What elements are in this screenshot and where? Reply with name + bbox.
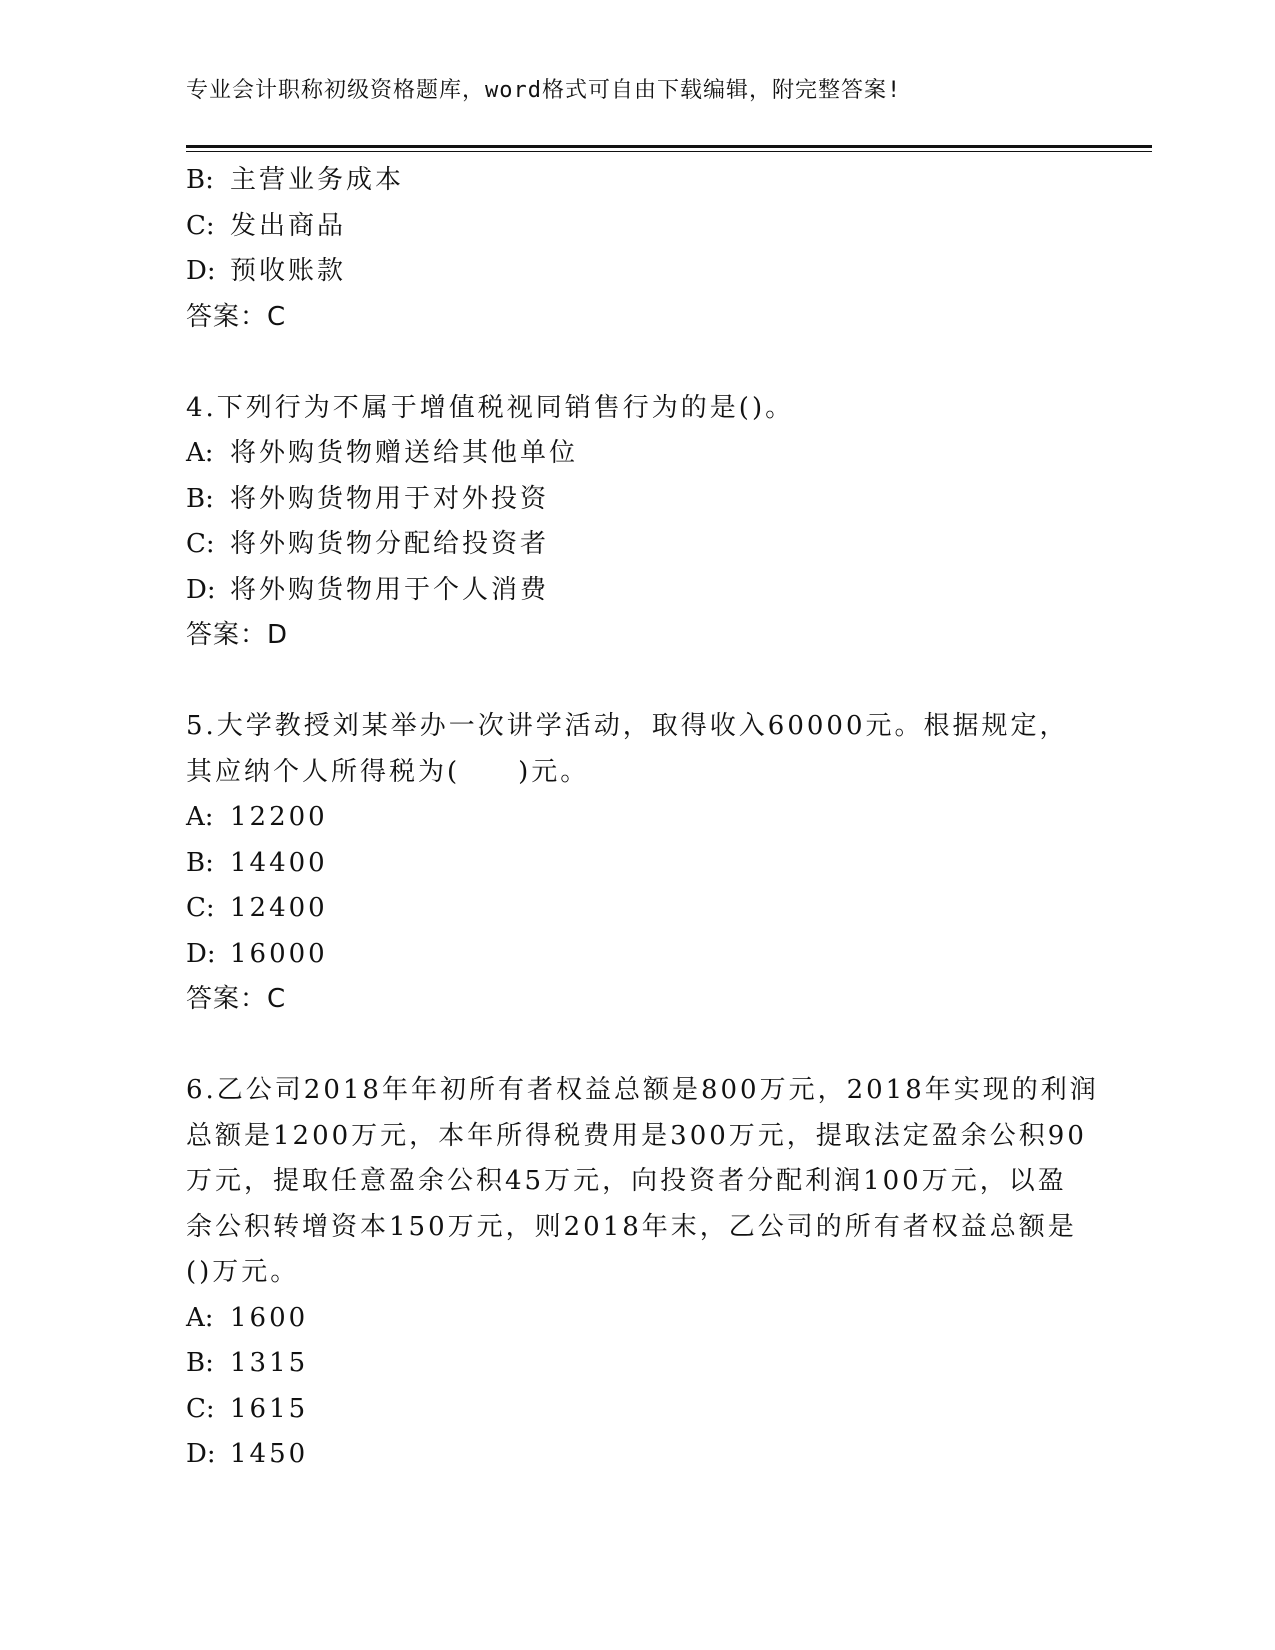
option-key: B: [186,847,214,878]
q5-stem-line1: 5.大学教授刘某举办一次讲学活动，取得收入60000元。根据规定， [186,711,1069,741]
q6-stem-line3: 万元，提取任意盈余公积45万元，向投资者分配利润100万元，以盈 [186,1166,1067,1196]
option-key: D: [186,1439,216,1469]
option-text: 主营业务成本 [230,165,405,195]
q5-option-c [186,886,1086,932]
q5-stem-line2: 其应纳个人所得税为( )元。 [186,756,590,787]
option-key: B: [186,1348,214,1378]
option-text: 将外购货物用于对外投资 [230,483,550,514]
q6-stem-line4: 余公积转增资本150万元，则2018年末，乙公司的所有者权益总额是 [186,1211,1077,1242]
option-key: A: [186,802,214,832]
option-key: A: [186,438,214,468]
q3-option-c [186,204,1086,250]
option-key: D: [186,256,216,286]
q3-option-d [186,249,1086,295]
q4-stem: 4.下列行为不属于增值税视同销售行为的是()。 [186,392,795,423]
q6-option-d [186,1432,1086,1478]
question-content [186,158,1099,1478]
q6-option-c [186,1387,1086,1433]
option-text: 1615 [230,1393,309,1424]
q3-answer: 答案：C [186,301,287,332]
option-text: 1600 [230,1302,309,1333]
q6-stem-line5: ()万元。 [186,1257,300,1287]
q5-answer: 答案：C [186,984,287,1014]
option-key: C: [186,210,215,241]
option-text: 将外购货物用于个人消费 [230,574,550,605]
spacer [186,340,1086,386]
option-key: D: [186,938,216,969]
option-key: C: [186,893,215,923]
option-key: C: [186,1393,215,1424]
option-key: D: [186,574,216,605]
option-text: 将外购货物分配给投资者 [230,529,550,559]
option-text: 14400 [230,847,328,878]
option-text: 将外购货物赠送给其他单位 [230,438,579,468]
q6-stem-line2: 总额是1200万元，本年所得税费用是300万元，提取法定盈余公积90 [186,1120,1087,1151]
q5-option-a [186,795,1086,841]
q3-option-b [186,158,1086,204]
q4-option-a [186,431,1086,477]
option-text: 1315 [230,1348,309,1378]
q5-option-b [186,841,1086,887]
q4-option-d [186,568,1086,614]
option-key: C: [186,529,215,559]
option-text: 预收账款 [230,256,347,286]
header-rule-thick [186,145,1152,148]
option-key: B: [186,483,214,514]
option-key: A: [186,1302,214,1333]
q5-option-d [186,932,1086,978]
q6-option-a [186,1296,1086,1342]
option-text: 12400 [230,893,328,923]
spacer [186,1023,1086,1069]
header-rule-thin [186,151,1152,152]
option-text: 发出商品 [230,210,347,241]
q4-option-c [186,522,1086,568]
option-text: 12200 [230,802,328,832]
q6-option-b [186,1341,1086,1387]
option-text: 16000 [230,938,328,969]
page-header: 专业会计职称初级资格题库，word格式可自由下载编辑，附完整答案! [186,78,902,103]
q4-answer: 答案：D [186,620,289,650]
q6-stem-line1: 6.乙公司2018年年初所有者权益总额是800万元，2018年实现的利润 [186,1075,1099,1105]
spacer [186,659,1086,705]
option-text: 1450 [230,1439,309,1469]
q4-option-b [186,477,1086,523]
option-key: B: [186,165,214,195]
